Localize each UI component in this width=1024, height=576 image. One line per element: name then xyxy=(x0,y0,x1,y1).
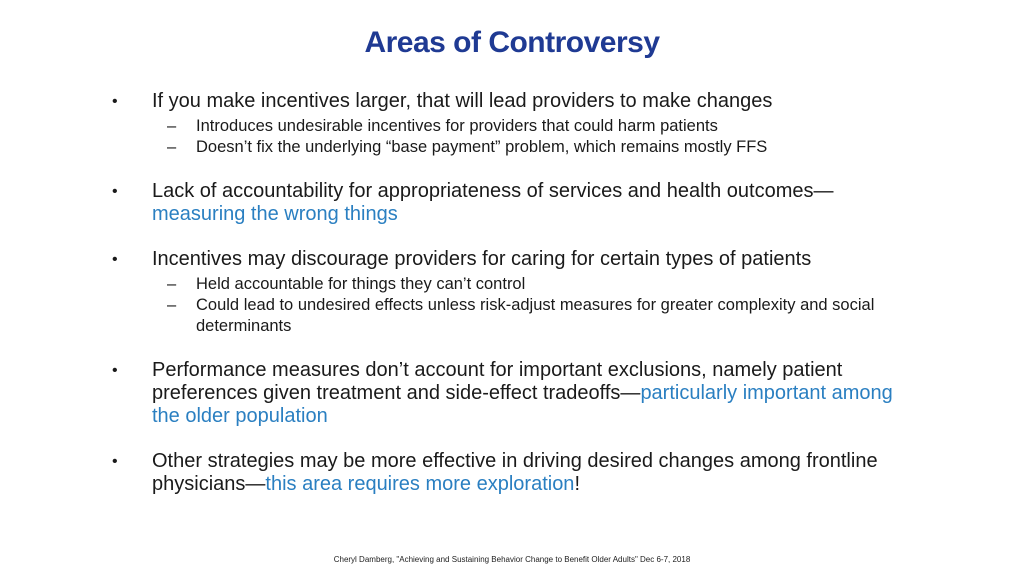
bullet-item xyxy=(112,90,912,113)
sub-item xyxy=(152,137,912,158)
slide-title: Areas of Controversy xyxy=(364,26,660,59)
bullet-text: Incentives may discourage providers for caring for certain types of patients xyxy=(152,248,812,270)
sub-text: Could lead to undesired effects unless risk-adjust measures for greater complexity and social determinants xyxy=(196,296,875,335)
sub-item xyxy=(152,274,912,295)
bullet-group xyxy=(112,359,912,428)
bullet-text: If you make incentives larger, that will lead providers to make changes xyxy=(152,90,773,112)
bullet-text: Lack of accountability for appropriateness of services and health outcomes— xyxy=(152,180,834,202)
bullet-list xyxy=(112,90,912,518)
bullet-item xyxy=(112,450,912,496)
bullet-highlight: measuring the wrong things xyxy=(152,203,398,225)
dash-icon: – xyxy=(167,117,177,135)
sub-list xyxy=(112,116,912,158)
bullet-group xyxy=(112,248,912,337)
sub-list xyxy=(112,274,912,337)
bullet-highlight: particularly important among the older population xyxy=(152,382,893,427)
sub-text: Doesn’t fix the underlying “base payment” problem, which remains mostly FFS xyxy=(196,138,768,156)
bullet-icon: • xyxy=(112,183,118,200)
bullet-group xyxy=(112,180,912,226)
bullet-group xyxy=(112,450,912,496)
bullet-group xyxy=(112,90,912,158)
bullet-icon: • xyxy=(112,362,118,379)
bullet-text: Performance measures don’t account for important exclusions, namely patient preferences given treatment and side-effect tradeoffs— xyxy=(152,359,843,404)
bullet-highlight: this area requires more exploration xyxy=(265,473,575,495)
bullet-text: Other strategies may be more effective in driving desired changes among frontline physicians— xyxy=(152,450,878,495)
sub-text: Introduces undesirable incentives for providers that could harm patients xyxy=(196,117,718,135)
bullet-item xyxy=(112,359,912,428)
bullet-item xyxy=(112,180,912,226)
footer-citation: Cheryl Damberg, "Achieving and Sustaining Behavior Change to Benefit Older Adults" Dec 6-7, 2018 xyxy=(333,555,691,564)
dash-icon: – xyxy=(167,138,177,156)
sub-item xyxy=(152,295,912,337)
bullet-item xyxy=(112,248,912,271)
sub-item xyxy=(152,116,912,137)
bullet-icon: • xyxy=(112,93,118,110)
bullet-icon: • xyxy=(112,251,118,268)
bullet-suffix: ! xyxy=(574,473,580,495)
sub-text: Held accountable for things they can’t control xyxy=(196,275,526,293)
dash-icon: – xyxy=(167,296,177,314)
dash-icon: – xyxy=(167,275,177,293)
bullet-icon: • xyxy=(112,453,118,470)
